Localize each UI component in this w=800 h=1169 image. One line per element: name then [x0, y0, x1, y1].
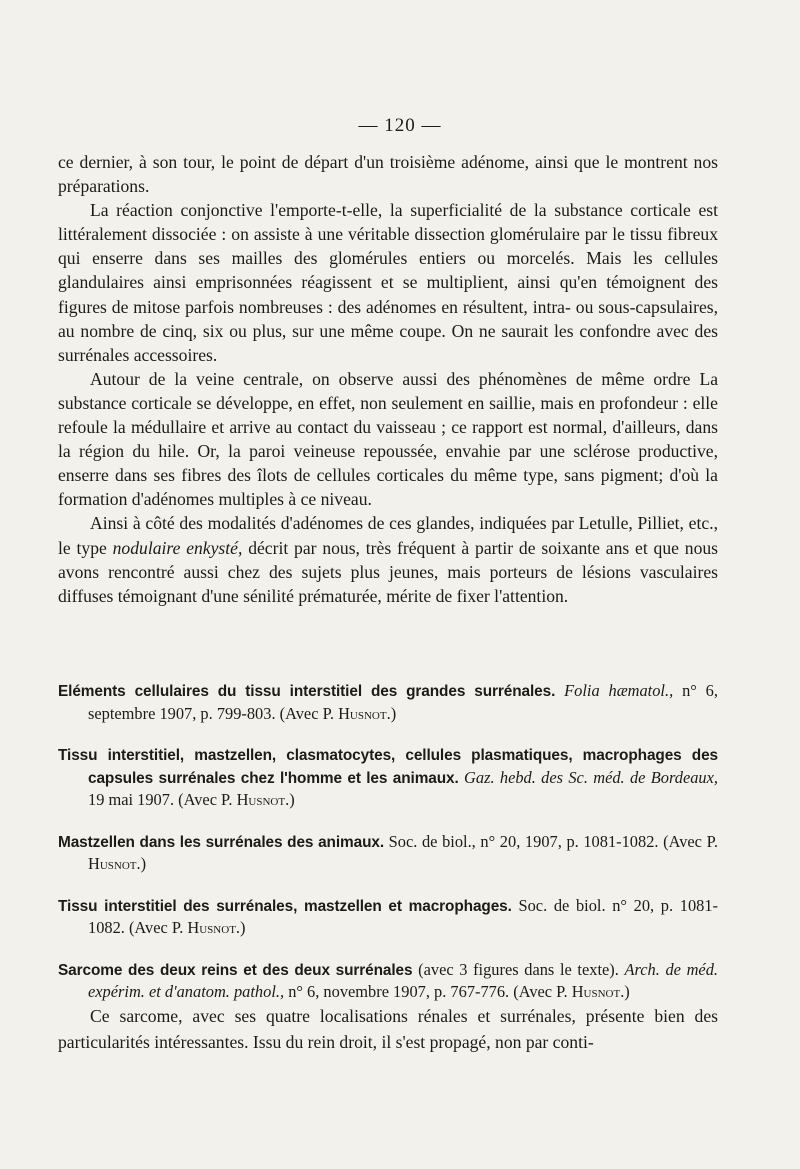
reference-journal: Gaz. hebd. des Sc. méd. de Bordeaux,	[464, 767, 718, 787]
reference-title: Tissu interstitiel des surrénales, mastzellen et macrophages.	[58, 897, 512, 915]
reference-author: Husnot	[571, 982, 621, 1001]
reference-item	[58, 959, 718, 1003]
reference-author: Husnot	[338, 703, 387, 723]
reference-title: Tissu interstitiel, mastzellen, clasmatocytes, cellules plasmatiques, macrophages des capsules surrénales chez l'homme et les animaux.	[58, 747, 718, 787]
paragraph-3: Autour de la veine centrale, on observe aussi des phénomènes de même ordre La substance corticale se développe, en effet, non seulement en saillie, mais en profondeur : elle refoule la médullaire et arrive au contact du vaisseau ; ce rapport est normal, d'ailleurs, dans la région du hile. Or, la paroi veineuse repoussée, envahie par une sclérose productive, enserre dans ses fibres des îlots de cellules corticales du même type, sans pigment; d'où la formation d'adénomes multiples à ce niveau.	[58, 368, 718, 510]
paragraph-4-after: décrit par nous, très fréquent à partir de soixante ans et que nous avons rencontré aussi chez des sujets plus jeunes, mais porteurs de lésions vasculaires diffuses témoignant d'une sénilité prématurée, mérite de fixer l'attention.	[58, 537, 719, 606]
reference-author: Husnot	[236, 790, 286, 809]
reference-item	[58, 831, 718, 875]
paragraph-4-italic: nodulaire enkysté,	[112, 537, 243, 558]
reference-journal: Arch. de méd. expérim. et d'anatom. pathol.,	[88, 959, 718, 1001]
reference-journal: Folia hæmatol.,	[564, 681, 674, 700]
reference-details: n° 6, septembre 1907, p. 799-803. (Avec P.	[88, 681, 718, 723]
reference-title: Mastzellen dans les surrénales des animaux.	[58, 833, 385, 851]
reference-item	[58, 895, 718, 939]
paragraph-1: ce dernier, à son tour, le point de départ d'un troisième adénome, ainsi que le montrent nos préparations.	[58, 152, 718, 197]
reference-title: Sarcome des deux reins et des deux surrénales	[58, 961, 413, 979]
reference-details: Soc. de biol., n° 20, 1907, p. 1081-1082. (Avec P.	[388, 831, 718, 851]
reference-close: .)	[285, 790, 295, 809]
tail-text	[58, 1003, 718, 1055]
paragraph-2: La réaction conjonctive l'emporte-t-elle, la superficialité de la substance corticale est littéralement dissociée : on assiste à une véritable dissection glomérulaire par le tissu fibreux qui enserre dans ses mailles des glomérules entiers ou morcelés. Mais les cellules glandulaires ainsi emprisonnées réagissent et se multiplient, ainsi qu'en témoignent des figures de mitose parfois nombreuses : des adénomes en résultent, intra- ou sous-capsulaires, au nombre de cinq, six ou plus, sur une même coupe. On ne saurait les confondre avec des surrénales accessoires.	[58, 200, 718, 365]
reference-close: .)	[386, 703, 397, 723]
reference-close: .)	[620, 982, 630, 1001]
reference-details: n° 6, novembre 1907, p. 767-776. (Avec P.	[288, 982, 568, 1001]
tail-paragraph: Ce sarcome, avec ses quatre localisations rénales et surrénales, présente bien des particularités intéressantes. Issu du rein droit, il s'est propagé, non par conti-	[58, 1006, 718, 1052]
reference-item	[58, 680, 718, 724]
paragraph-4-before: Ainsi à côté des modalités d'adénomes de ces glandes, indiquées par Letulle, Pilliet, etc., le type	[58, 513, 718, 558]
reference-author: Husnot	[187, 918, 236, 937]
reference-title: Eléments cellulaires du tissu interstitiel des grandes surrénales.	[58, 683, 556, 700]
body-text	[58, 150, 718, 608]
reference-close: .)	[235, 918, 246, 937]
reference-author: Husnot	[88, 854, 137, 873]
reference-details: 19 mai 1907. (Avec P.	[88, 790, 233, 809]
reference-item	[58, 744, 718, 811]
reference-details: Soc. de biol. n° 20, p. 1081-1082. (Avec P.	[88, 895, 718, 937]
reference-close: .)	[136, 854, 147, 873]
reference-pre: (avec 3 figures dans le texte).	[418, 959, 619, 979]
references-list	[58, 680, 718, 1023]
page-number: — 120 —	[358, 115, 442, 136]
paragraph-4	[58, 511, 718, 607]
